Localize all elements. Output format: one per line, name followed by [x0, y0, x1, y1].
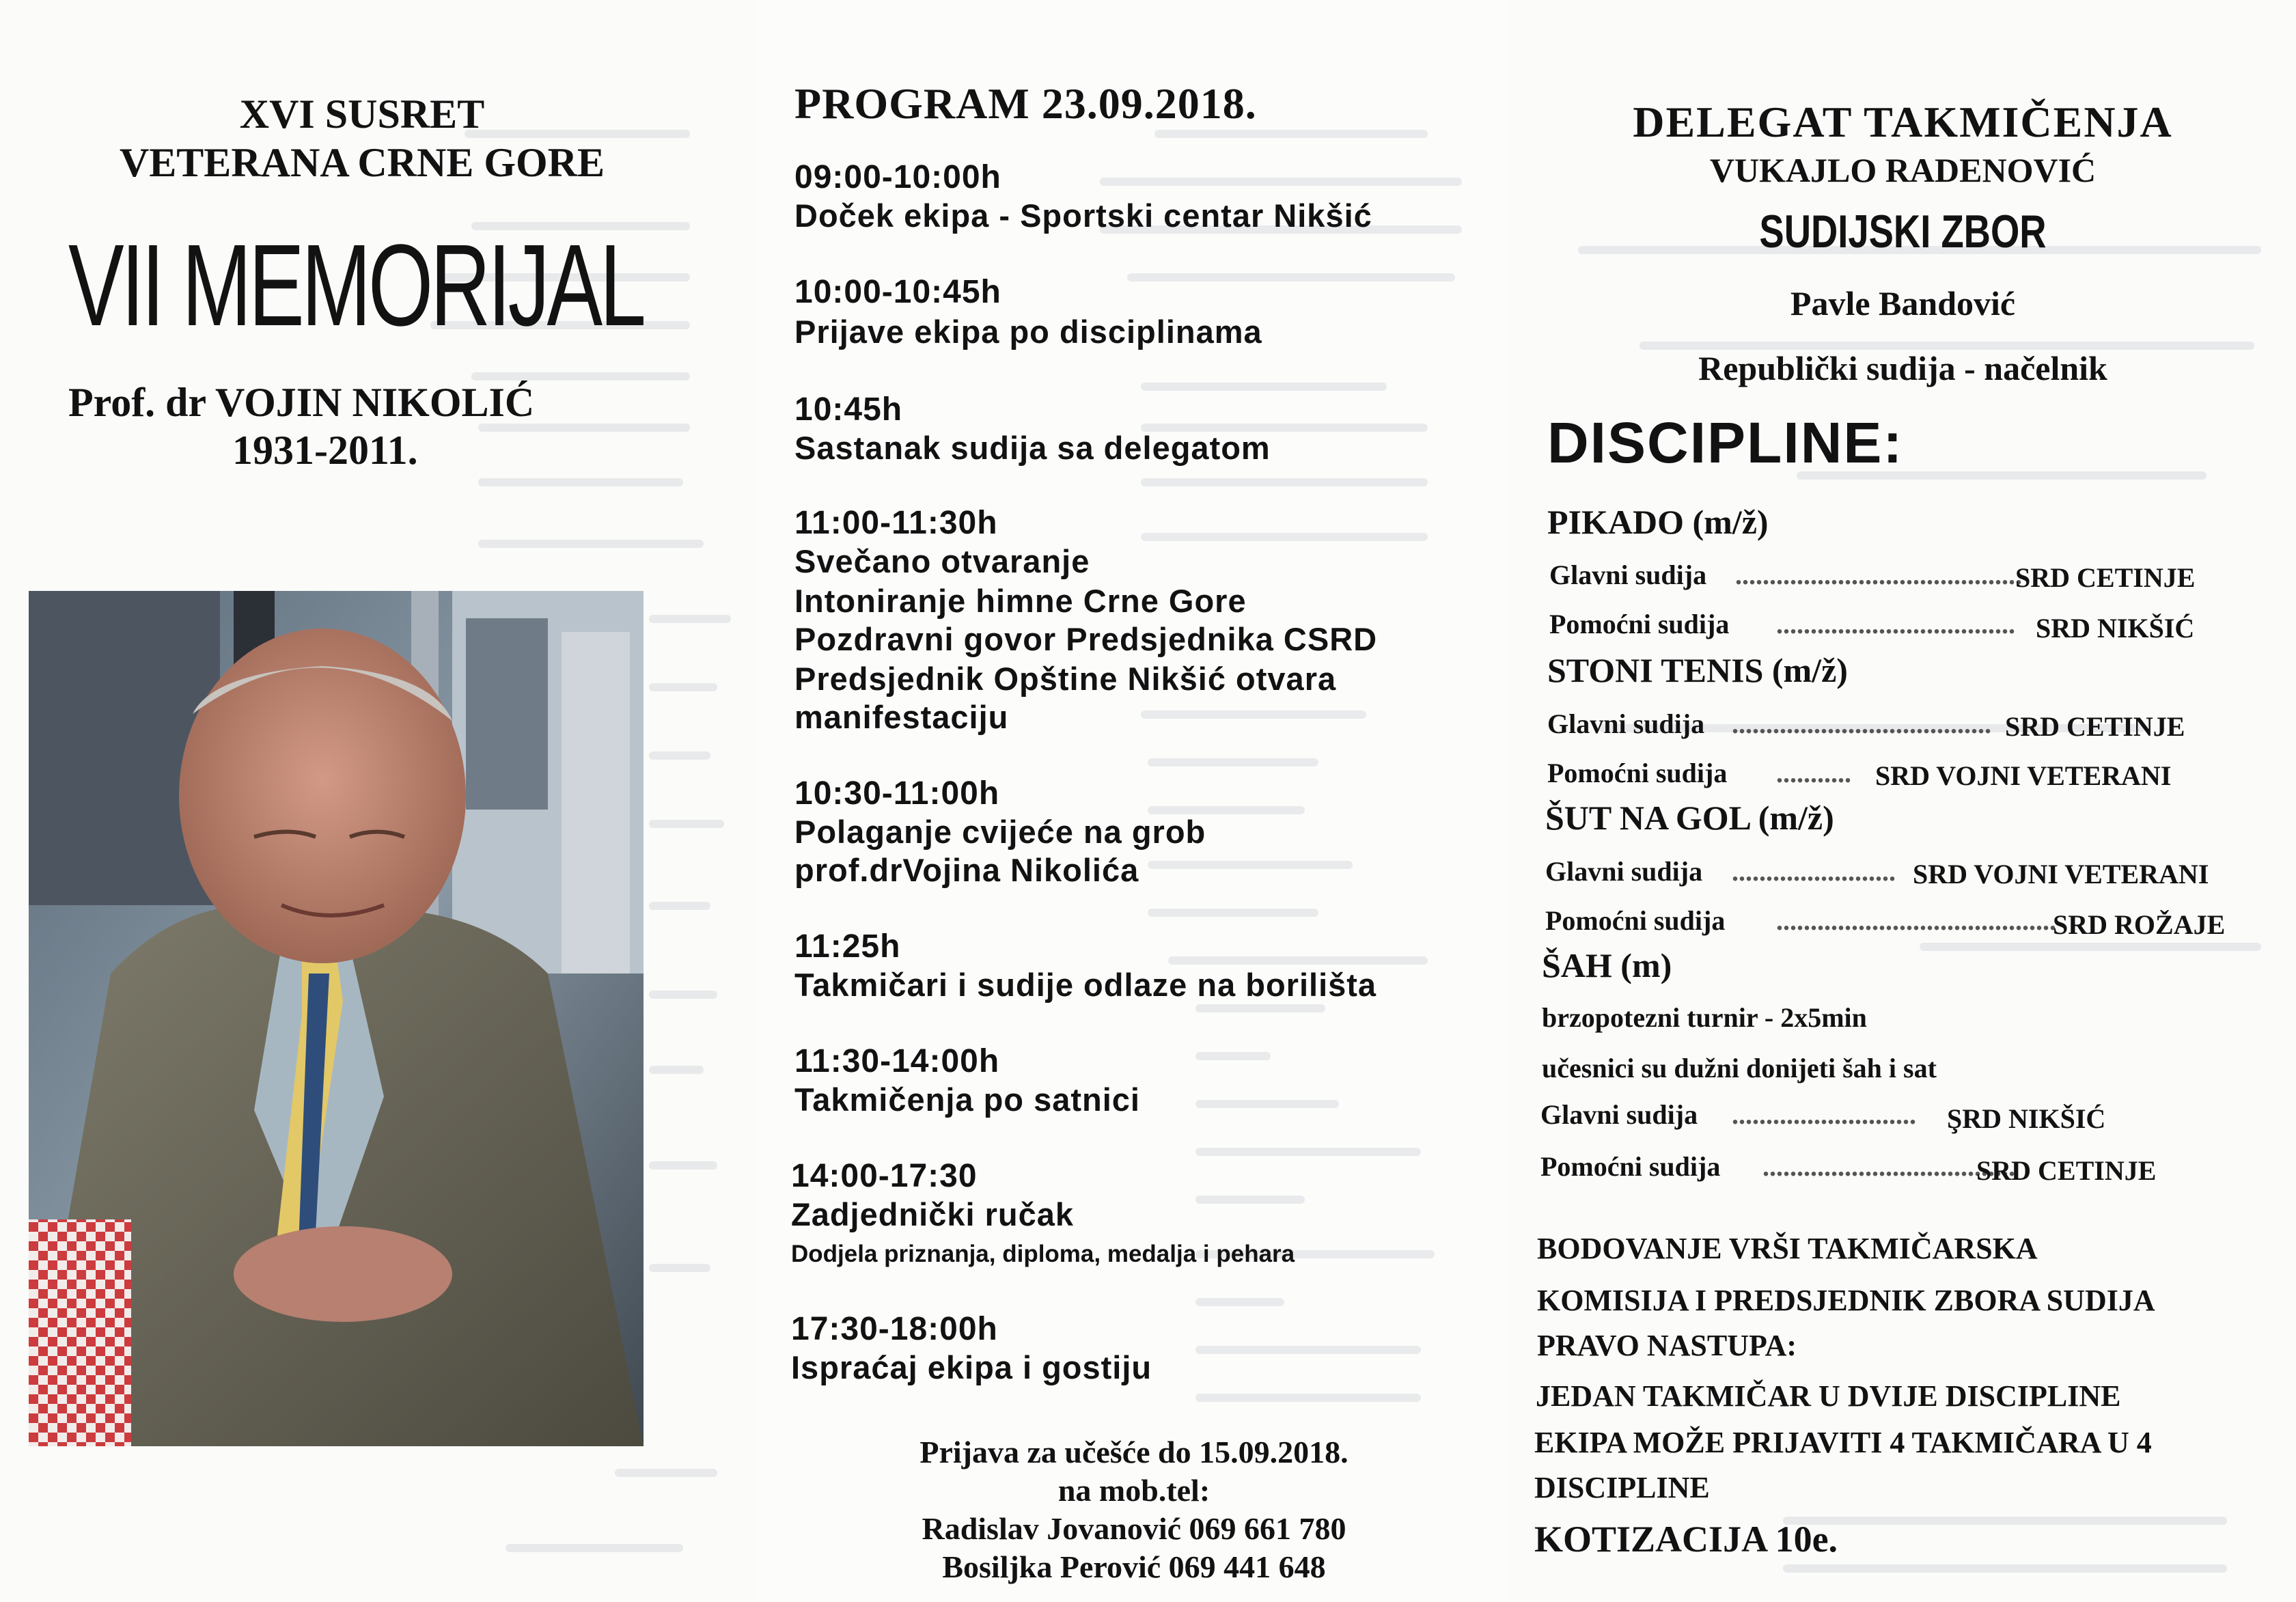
schedule-time: 14:00-17:30 [791, 1158, 978, 1194]
referee-role: Glavni sudija [1545, 856, 1703, 887]
referee-role: Pomoćni sudija [1545, 905, 1726, 936]
leader-dots: ........................ [1732, 856, 1896, 887]
contact-line: Bosiljka Perović 069 441 648 [942, 1549, 1326, 1584]
event-title-line2: VETERANA CRNE GORE [119, 140, 605, 185]
referee-board-role: Republički sudija - načelnik [1698, 349, 2107, 387]
delegate-title: DELEGAT TAKMIČENJA [1633, 98, 2173, 146]
leader-dots: ........................... [1732, 1099, 1916, 1130]
schedule-line: Predsjednik Opštine Nikšić otvara [794, 661, 1337, 697]
registration-phone-label: na mob.tel: [1057, 1473, 1211, 1508]
referee-club: SRD CETINJE [1976, 1155, 2157, 1186]
rules-line: KOMISIJA I PREDSJEDNIK ZBORA SUDIJA [1537, 1284, 2155, 1317]
schedule-time: 11:30-14:00h [794, 1043, 1000, 1079]
rules-line: DISCIPLINE [1534, 1471, 1710, 1504]
schedule-time: 10:30-11:00h [794, 775, 1000, 812]
leader-dots: ................................... [1776, 609, 2015, 639]
referee-club: SRD VOJNI VETERANI [1875, 760, 2172, 791]
leader-dots: ..................................... [1762, 1151, 2015, 1182]
schedule-time: 17:30-18:00h [791, 1311, 998, 1347]
memorial-title: VII MEMORIJAL [68, 221, 644, 350]
disciplines-title: DISCIPLINE: [1547, 411, 1904, 475]
honoree-years: 1931-2011. [232, 428, 418, 473]
contact-line: Radislav Jovanović 069 661 780 [922, 1511, 1346, 1546]
schedule-line: manifestaciju [794, 699, 1009, 735]
schedule-line: Polaganje cvijeće na grob [794, 814, 1206, 850]
leader-dots: ......................................... [1776, 905, 2056, 936]
registration-fee: KOTIZACIJA 10e. [1534, 1519, 1838, 1560]
discipline-note: brzopotezni turnir - 2x5min [1542, 1002, 1867, 1033]
rules-line: EKIPA MOŽE PRIJAVITI 4 TAKMIČARA U 4 [1534, 1426, 2152, 1459]
event-title-line1: XVI SUSRET [239, 92, 485, 137]
rules-line: JEDAN TAKMIČAR U DVIJE DISCIPLINE [1536, 1379, 2121, 1413]
discipline-name: ŠUT NA GOL (m/ž) [1545, 799, 1834, 837]
honoree-name: Prof. dr VOJIN NIKOLIĆ [68, 380, 535, 425]
schedule-line: Prijave ekipa po disciplinama [794, 314, 1262, 350]
schedule-time: 11:25h [794, 928, 901, 965]
referee-board-title: SUDIJSKI ZBOR [1759, 206, 2047, 258]
schedule-time: 11:00-11:30h [794, 505, 998, 541]
leader-dots: ...................................... [1732, 708, 1991, 739]
portrait-photo [29, 591, 644, 1446]
delegate-name: VUKAJLO RADENOVIĆ [1709, 151, 2097, 189]
discipline-name: PIKADO (m/ž) [1547, 503, 1769, 541]
schedule-line: Sastanak sudija sa delegatom [794, 430, 1271, 466]
referee-role: Pomoćni sudija [1547, 758, 1728, 788]
referee-club: SRD VOJNI VETERANI [1913, 859, 2209, 889]
schedule-line: Intoniranje himne Crne Gore [794, 583, 1247, 619]
leader-dots: ........... [1776, 758, 1851, 788]
rules-line: BODOVANJE VRŠI TAKMIČARSKA [1537, 1232, 2038, 1265]
schedule-time: 09:00-10:00h [794, 159, 1001, 195]
referee-club: SRD CETINJE [2005, 711, 2185, 742]
referee-club: SRD NIKŠIĆ [2036, 613, 2195, 644]
referee-club: SRD CETINJE [2015, 562, 2196, 593]
discipline-name: STONI TENIS (m/ž) [1547, 651, 1848, 689]
referee-club: ŞRD NIKŠIĆ [1947, 1103, 2106, 1134]
schedule-line: Zadjednički ručak [791, 1196, 1075, 1232]
referee-role: Glavni sudija [1540, 1099, 1698, 1130]
rules-line: PRAVO NASTUPA: [1537, 1329, 1797, 1362]
schedule-line: Ispraćaj ekipa i gostiju [791, 1349, 1152, 1385]
schedule-note: Dodjela priznanja, diploma, medalja i pehara [791, 1241, 1295, 1267]
discipline-name: ŠAH (m) [1542, 946, 1672, 984]
referee-role: Glavni sudija [1549, 560, 1707, 590]
schedule-line: prof.drVojina Nikolića [794, 852, 1139, 888]
referee-role: Pomoćni sudija [1549, 609, 1730, 639]
schedule-line: Doček ekipa - Sportski centar Nikšić [794, 197, 1372, 234]
schedule-line: Pozdravni govor Predsjednika CSRD [794, 621, 1378, 657]
referee-board-head: Pavle Bandović [1790, 284, 2016, 322]
schedule-line: Svečano otvaranje [794, 543, 1090, 579]
schedule-time: 10:00-10:45h [794, 274, 1001, 310]
referee-club: SRD ROŽAJE [2053, 909, 2226, 940]
referee-role: Glavni sudija [1547, 708, 1705, 739]
schedule-line: Takmičari i sudije odlaze na borilišta [794, 967, 1377, 1003]
referee-role: Pomoćni sudija [1540, 1151, 1721, 1182]
schedule-line: Takmičenja po satnici [794, 1081, 1140, 1118]
registration-deadline: Prijava za učešće do 15.09.2018. [919, 1435, 1348, 1469]
schedule-time: 10:45h [794, 391, 903, 428]
discipline-note: učesnici su dužni donijeti šah i sat [1542, 1053, 1937, 1083]
leader-dots: .......................................... [1735, 560, 2022, 590]
program-title: PROGRAM 23.09.2018. [794, 79, 1257, 128]
